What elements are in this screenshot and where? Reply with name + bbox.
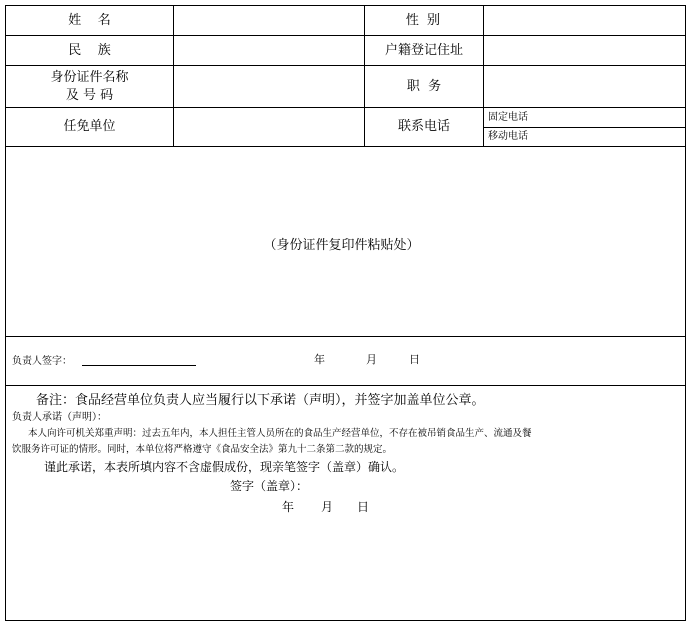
position-field[interactable]: [484, 66, 685, 107]
id-copy-paste-text: （身份证件复印件粘贴处）: [263, 237, 420, 253]
mobile-field[interactable]: [484, 128, 685, 146]
registration-form: [5, 5, 686, 621]
remark-text: 备注：食品经营单位负责人应当履行以下承诺（声明），并签字加盖单位公章。: [36, 393, 485, 408]
note-month: 月: [321, 500, 334, 514]
signature-line[interactable]: [82, 365, 196, 366]
signature-label-text: 负责人签字：: [12, 356, 72, 367]
contact-phone-label: [365, 108, 483, 146]
note-year: 年: [282, 500, 295, 514]
signature-month: 月: [366, 353, 377, 366]
signature-day: 日: [409, 353, 420, 366]
mobile-label: 移动电话: [488, 131, 528, 142]
gender-label-text: 性 别: [405, 12, 443, 28]
promise-title: 负责人承诺（声明）：: [12, 412, 107, 423]
landline-label: 固定电话: [488, 111, 528, 123]
contact-phone-label-text: 联系电话: [397, 119, 450, 134]
appointing-unit-field[interactable]: [174, 108, 364, 146]
id-document-label: [6, 66, 173, 107]
id-label-line1: 身份证件名称: [50, 69, 129, 85]
row-divider: [6, 336, 685, 337]
id-copy-paste-area: [6, 147, 685, 336]
note-day: 日: [357, 500, 370, 514]
landline-field[interactable]: [484, 108, 685, 127]
name-label-text: 姓 名: [68, 12, 111, 28]
commitment-text: 谨此承诺，本表所填内容不含虚假成份，现亲笔签字（盖章）确认。: [44, 460, 405, 474]
gender-label: [365, 6, 483, 35]
household-address-field[interactable]: [484, 36, 685, 65]
name-field[interactable]: [174, 6, 364, 35]
position-label-text: 职 务: [406, 78, 442, 94]
gender-field[interactable]: [484, 6, 685, 35]
appointing-unit-label: [6, 108, 173, 146]
statement-line1: 本人向许可机关郑重声明：过去五年内，本人担任主管人员所在的食品生产经营单位，不存在被吊销食品生产、流通及餐: [28, 428, 532, 439]
id-document-field[interactable]: [174, 66, 364, 107]
ethnicity-label: [6, 36, 173, 65]
position-label: [365, 66, 483, 107]
appointing-unit-label-text: 任免单位: [63, 119, 116, 134]
id-label-line2: 及 号 码: [65, 87, 114, 103]
ethnicity-label-text: 民 族: [68, 42, 111, 58]
statement-line2: 饮服务许可证的情形。同时，本单位将严格遵守《食品安全法》第九十二条第二款的规定。: [12, 444, 393, 455]
signature-label: [12, 352, 72, 367]
household-address-label-text: 户籍登记住址: [384, 42, 463, 58]
signature-year: 年: [314, 353, 325, 366]
seal-signature-label: 签字（盖章）：: [230, 479, 309, 493]
ethnicity-field[interactable]: [174, 36, 364, 65]
name-label: [6, 6, 173, 35]
row-divider: [6, 385, 685, 386]
household-address-label: [365, 36, 483, 65]
